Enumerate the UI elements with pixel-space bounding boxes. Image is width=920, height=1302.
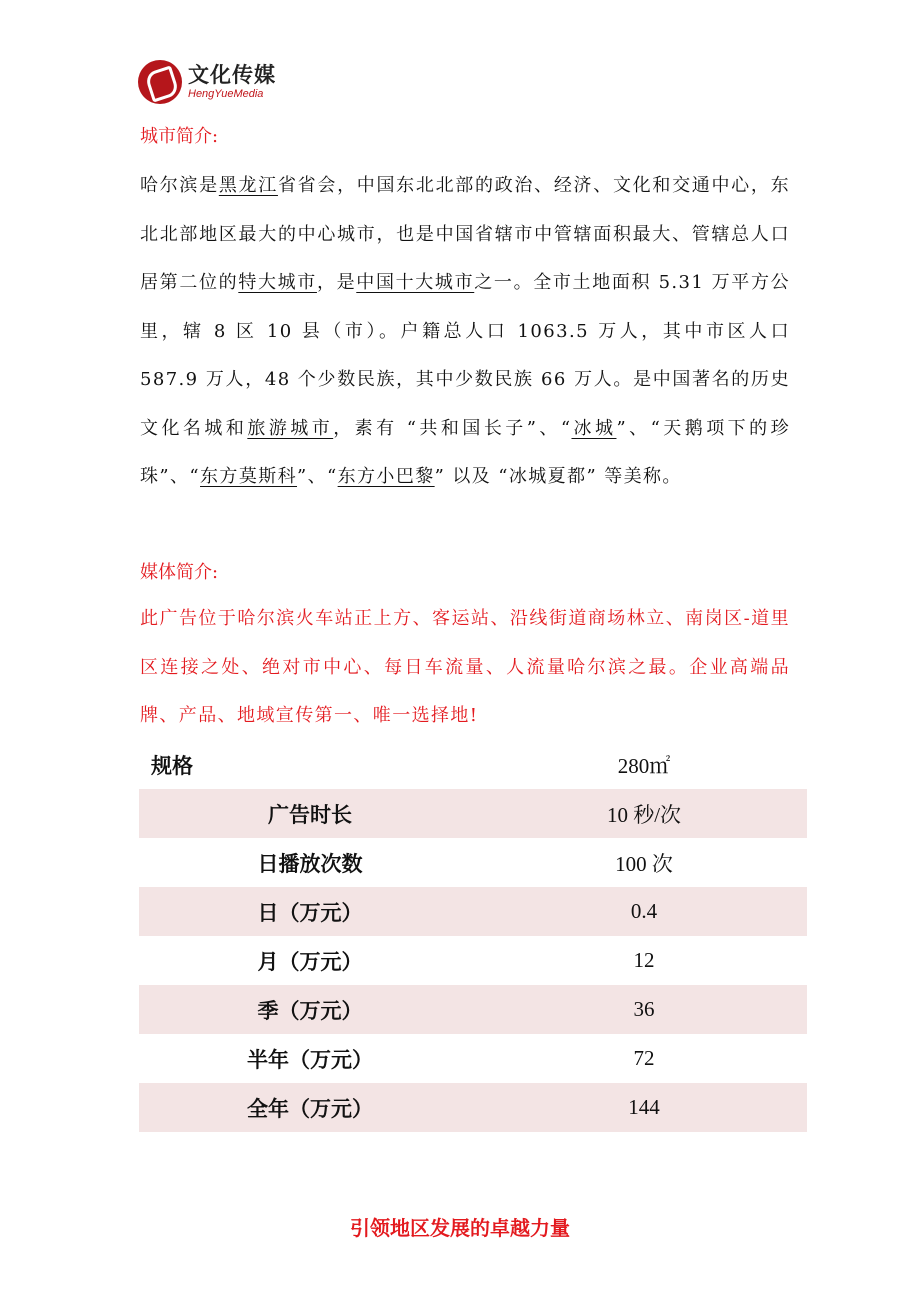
row-value: 100 次	[615, 851, 673, 876]
link-megacity[interactable]: 特大城市	[238, 272, 317, 293]
table-row	[139, 838, 807, 887]
logo-english-name: HengYueMedia	[188, 87, 264, 100]
company-logo	[138, 60, 276, 104]
row-label: 半年（万元）	[247, 1047, 373, 1072]
link-oriental-moscow[interactable]: 东方莫斯科	[200, 466, 298, 487]
logo-text	[188, 62, 276, 100]
row-value: 72	[633, 1046, 655, 1070]
logo-emblem-icon	[138, 60, 182, 104]
row-value: 0.4	[481, 887, 807, 936]
table-row	[139, 1034, 807, 1083]
link-tourist-city[interactable]: 旅游城市	[247, 417, 334, 439]
text-run: ”、“	[297, 466, 338, 487]
text-run: ”、“天鹅项下的珍珠”、“	[140, 417, 790, 487]
link-ice-city[interactable]: 冰城	[571, 417, 617, 439]
city-intro-heading: 城市简介:	[140, 126, 219, 147]
row-value: 36	[481, 985, 807, 1034]
table-row	[139, 985, 807, 1034]
text-run: 之一。全市土地面积 5.31 万平方公里，辖 8 区 10 县（市）。户籍总人口 1063.5 万人，其中市区人口 587.9 万人，48 个少数民族，其中少数民族 66 万人。是中国著名的历史文化名城和	[140, 272, 791, 439]
row-label: 月（万元）	[257, 949, 363, 974]
spec-price-table	[139, 740, 807, 1132]
row-label: 季（万元）	[139, 985, 481, 1034]
link-oriental-paris[interactable]: 东方小巴黎	[337, 466, 435, 487]
row-label: 全年（万元）	[139, 1083, 481, 1132]
text-run: 省省会，中国东北北部的政治、经济、文化和交通中心，东北北部地区最大的中心城市，也是中国省辖市中管辖面积最大、管辖总人口居第二位的	[140, 175, 790, 293]
row-value: 12	[633, 948, 655, 972]
link-heilongjiang[interactable]: 黑龙江	[218, 175, 278, 196]
link-top-ten-cities[interactable]: 中国十大城市	[356, 272, 475, 293]
table-row	[139, 887, 807, 936]
text-run: ” 以及 “冰城夏都” 等美称。	[434, 466, 682, 487]
row-label: 日（万元）	[139, 887, 481, 936]
table-row	[139, 1083, 807, 1132]
row-label: 日播放次数	[257, 851, 363, 876]
row-value: 280㎡	[617, 753, 671, 778]
table-row	[139, 789, 807, 838]
row-value: 144	[481, 1083, 807, 1132]
text-run: ，是	[316, 272, 357, 293]
table-row	[139, 936, 807, 985]
media-intro-paragraph: 此广告位于哈尔滨火车站正上方、客运站、沿线街道商场林立、南岗区-道里区连接之处、绝对市中心、每日车流量、人流量哈尔滨之最。企业高端品牌、产品、地域宣传第一、唯一选择地!	[140, 608, 790, 726]
text-run: 哈尔滨是	[140, 175, 219, 196]
media-intro-heading: 媒体简介:	[140, 562, 219, 583]
text-run: ，素有 “共和国长子”、“	[333, 417, 572, 439]
logo-chinese-name: 文化传媒	[188, 62, 276, 87]
row-value: 10 秒/次	[481, 789, 807, 838]
table-row	[139, 740, 807, 789]
footer-slogan: 引领地区发展的卓越力量	[350, 1216, 570, 1240]
row-label: 广告时长	[139, 789, 481, 838]
row-label: 规格	[151, 753, 193, 778]
city-intro-paragraph	[140, 162, 790, 502]
